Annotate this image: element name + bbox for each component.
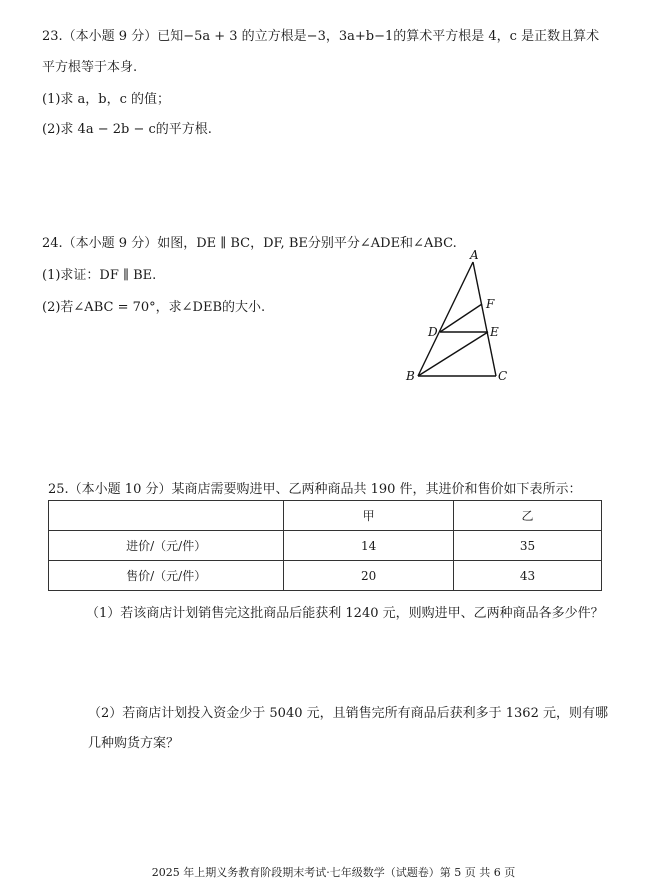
side-ac (473, 262, 496, 376)
q23-stem-line2: 平方根等于本身. (42, 60, 138, 75)
label-c: C (498, 369, 508, 383)
table-cell: 甲 (284, 501, 454, 531)
q23-part1: (1)求 a，b，c 的值； (42, 92, 171, 107)
q25-part1: （1）若该商店计划销售完这批商品后能获利 1240 元，则购进甲、乙两种商品各多少件？ (86, 606, 604, 621)
q25-stem: 25.（本小题 10 分）某商店需要购进甲、乙两种商品共 190 件，其进价和售价如下表所示： (48, 482, 582, 497)
table-cell: 14 (284, 531, 454, 561)
q24-part1: (1)求证：DF ∥ BE. (42, 268, 157, 283)
triangle-figure (398, 248, 518, 388)
q25-part2-line1: （2）若商店计划投入资金少于 5040 元，且销售完所有商品后获利多于 1362 元，则有哪 (88, 706, 608, 721)
label-b: B (406, 369, 415, 383)
table-header-row (49, 501, 602, 531)
label-f: F (486, 297, 495, 311)
q24-stem: 24.（本小题 9 分）如图，DE ∥ BC，DF, BE分别平分∠ADE和∠ABC. (42, 236, 457, 251)
q25-part2-line2: 几种购货方案？ (88, 736, 180, 751)
label-e: E (490, 325, 499, 339)
q24-part2: (2)若∠ABC = 70°，求∠DEB的大小. (42, 300, 266, 315)
page-footer: 2025 年上期义务教育阶段期末考试·七年级数学（试题卷）第 5 页 共 6 页 (151, 866, 516, 879)
q23-stem-line1: 23.（本小题 9 分）已知−5a + 3 的立方根是−3，3a+b−1的算术平方根是 4，c 是正数且算术 (42, 29, 600, 44)
price-table (48, 500, 602, 591)
table-cell (49, 501, 284, 531)
label-d: D (428, 325, 438, 339)
table-cell: 43 (454, 561, 602, 591)
table-cell: 售价/（元/件） (49, 561, 284, 591)
table-cell: 35 (454, 531, 602, 561)
table-cell: 20 (284, 561, 454, 591)
q23-part2: (2)求 4a − 2b − c的平方根. (42, 122, 212, 137)
label-a: A (470, 248, 479, 262)
table-cell: 乙 (454, 501, 602, 531)
table-row (49, 561, 602, 591)
table-cell: 进价/（元/件） (49, 531, 284, 561)
table-row (49, 531, 602, 561)
